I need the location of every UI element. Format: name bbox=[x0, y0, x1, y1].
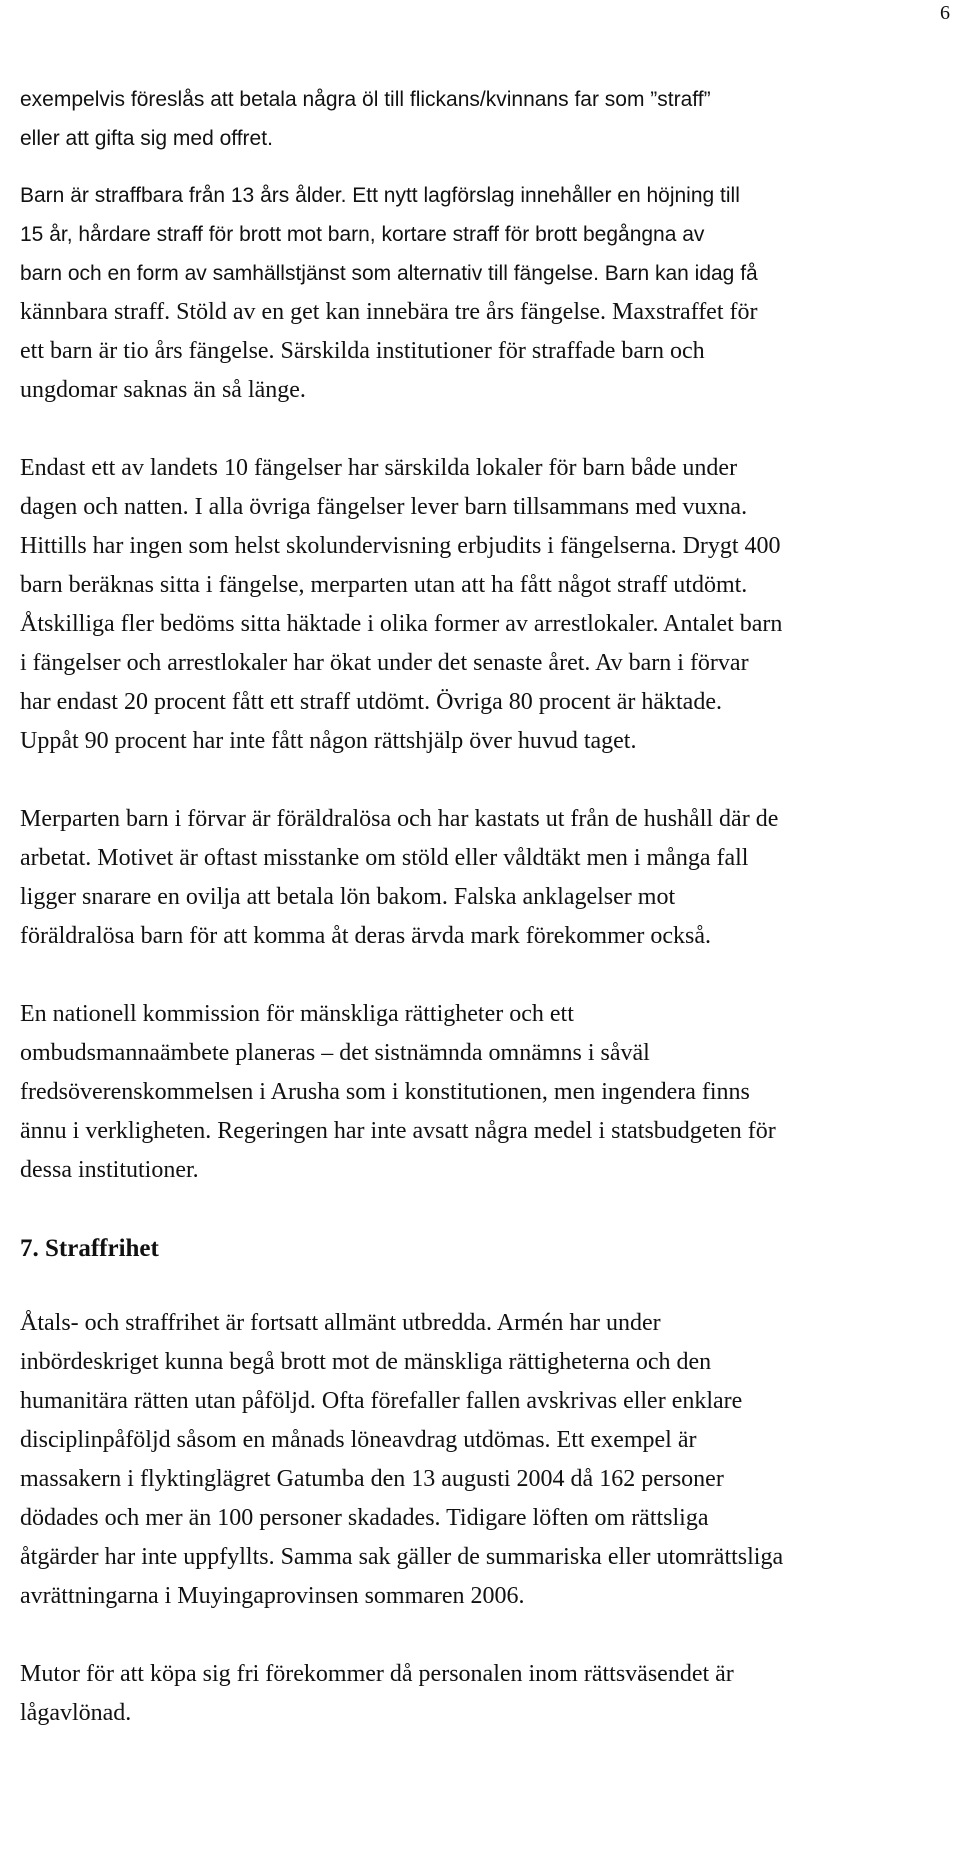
text-line: Åtskilliga fler bedöms sitta häktade i olika former av arrestlokaler. Antalet barn bbox=[20, 611, 783, 637]
paragraph-4 bbox=[20, 800, 955, 956]
text-line: exempelvis föreslås att betala några öl till flickans/kvinnans far som ”straff” bbox=[20, 88, 711, 111]
paragraph-5 bbox=[20, 995, 955, 1190]
text-line: kännbara straff. Stöld av en get kan innebära tre års fängelse. Maxstraffet för bbox=[20, 299, 758, 325]
text-line: Endast ett av landets 10 fängelser har särskilda lokaler för barn både under bbox=[20, 455, 738, 481]
text-line: eller att gifta sig med offret. bbox=[20, 127, 273, 150]
text-line: ungdomar saknas än så länge. bbox=[20, 377, 306, 403]
text-line: åtgärder har inte uppfyllts. Samma sak gäller de summariska eller utomrättsliga bbox=[20, 1544, 784, 1570]
text-line: Åtals- och straffrihet är fortsatt allmänt utbredda. Armén har under bbox=[20, 1310, 661, 1336]
text-line: En nationell kommission för mänskliga rättigheter och ett bbox=[20, 1001, 574, 1027]
text-line: dessa institutioner. bbox=[20, 1157, 199, 1183]
text-line: dödades och mer än 100 personer skadades. Tidigare löften om rättsliga bbox=[20, 1505, 709, 1531]
text-line: inbördeskriget kunna begå brott mot de mänskliga rättigheterna och den bbox=[20, 1349, 712, 1375]
paragraph-1 bbox=[20, 80, 955, 158]
text-line: 15 år, hårdare straff för brott mot barn, kortare straff för brott begångna av bbox=[20, 223, 705, 246]
text-line: lågavlönad. bbox=[20, 1700, 132, 1726]
text-line: ombudsmannaämbete planeras – det sistnämnda omnämns i såväl bbox=[20, 1040, 650, 1066]
text-line: i fängelser och arrestlokaler har ökat under det senaste året. Av barn i förvar bbox=[20, 650, 749, 676]
document-body bbox=[20, 80, 955, 1772]
text-line: Hittills har ingen som helst skolundervisning erbjudits i fängelserna. Drygt 400 bbox=[20, 533, 781, 559]
section-heading: 7. Straffrihet bbox=[20, 1235, 159, 1262]
text-line: Barn är straffbara från 13 års ålder. Ett nytt lagförslag innehåller en höjning till bbox=[20, 184, 740, 207]
text-line: Uppåt 90 procent har inte fått någon rättshjälp över huvud taget. bbox=[20, 728, 637, 754]
text-line: ett barn är tio års fängelse. Särskilda institutioner för straffade barn och bbox=[20, 338, 705, 364]
text-line: arbetat. Motivet är oftast misstanke om stöld eller våldtäkt men i många fall bbox=[20, 845, 749, 871]
text-line: avrättningarna i Muyingaprovinsen sommaren 2006. bbox=[20, 1583, 525, 1609]
text-line: disciplinpåföljd såsom en månads löneavdrag utdömas. Ett exempel är bbox=[20, 1427, 697, 1453]
text-line: ligger snarare en ovilja att betala lön bakom. Falska anklagelser mot bbox=[20, 884, 676, 910]
paragraph-2 bbox=[20, 176, 955, 410]
text-line: föräldralösa barn för att komma åt deras ärvda mark förekommer också. bbox=[20, 923, 712, 949]
text-line: har endast 20 procent fått ett straff utdömt. Övriga 80 procent är häktade. bbox=[20, 689, 722, 715]
text-line: dagen och natten. I alla övriga fängelser lever barn tillsammans med vuxna. bbox=[20, 494, 748, 520]
text-line: barn och en form av samhällstjänst som alternativ till fängelse. Barn kan idag få bbox=[20, 262, 758, 285]
text-line: massakern i flyktinglägret Gatumba den 13 augusti 2004 då 162 personer bbox=[20, 1466, 724, 1492]
page-number: 6 bbox=[940, 2, 950, 24]
paragraph-6 bbox=[20, 1304, 955, 1616]
text-line: fredsöverenskommelsen i Arusha som i konstitutionen, men ingendera finns bbox=[20, 1079, 750, 1105]
text-line: barn beräknas sitta i fängelse, merparten utan att ha fått något straff utdömt. bbox=[20, 572, 748, 598]
paragraph-7 bbox=[20, 1655, 955, 1733]
text-line: ännu i verkligheten. Regeringen har inte avsatt några medel i statsbudgeten för bbox=[20, 1118, 776, 1144]
paragraph-3 bbox=[20, 449, 955, 761]
text-line: Merparten barn i förvar är föräldralösa och har kastats ut från de hushåll där de bbox=[20, 806, 779, 832]
text-line: humanitära rätten utan påföljd. Ofta förefaller fallen avskrivas eller enklare bbox=[20, 1388, 743, 1414]
text-line: Mutor för att köpa sig fri förekommer då personalen inom rättsväsendet är bbox=[20, 1661, 734, 1687]
